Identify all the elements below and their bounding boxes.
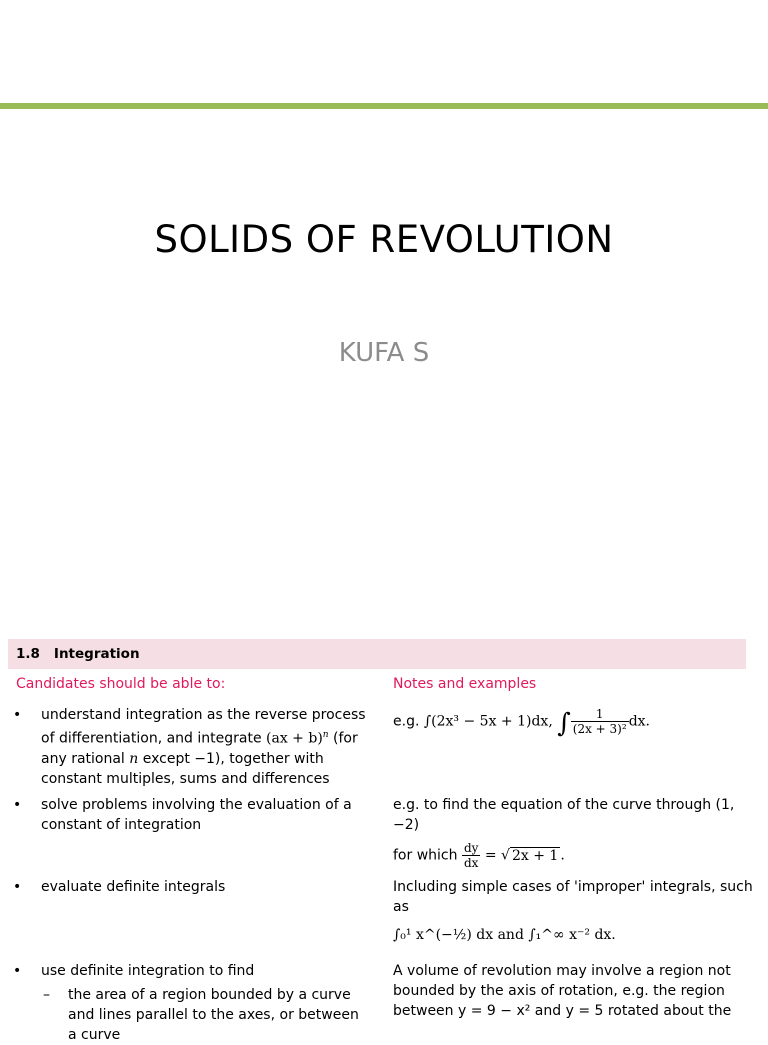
math-expression: (ax + b) xyxy=(266,730,323,747)
item-note: e.g. ∫(2x³ − 5x + 1)dx, ∫ $\frac{1}{\text{(2x + 3)²}}$ dx. xyxy=(393,707,650,739)
integral-sign: ∫ xyxy=(557,708,571,739)
derivative-fraction: $\frac{dy}{dx}$ xyxy=(463,841,479,870)
integral-expression: ∫(2x³ − 5x + 1)dx, xyxy=(423,713,553,730)
accent-rule xyxy=(0,103,768,109)
item-text: evaluate definite integrals xyxy=(41,879,226,895)
syllabus-excerpt xyxy=(8,639,753,1043)
sub-item-text: the area of a region bounded by a curve and lines parallel to the axes, or between a curve xyxy=(68,987,359,1043)
column-headings xyxy=(8,669,746,705)
syllabus-item xyxy=(8,705,746,795)
item-text: solve problems involving the evaluation of a constant of integration xyxy=(41,797,352,833)
section-header xyxy=(8,639,746,669)
item-note: e.g. to find the equation of the curve through (1, −2) for which $\frac{dy}{dx}$ = √ 2x + 1 . xyxy=(393,797,735,870)
bullet-point: • xyxy=(13,879,22,895)
improper-integrals: ∫₀¹ x^(−½) dx and ∫₁^∞ x⁻² dx. xyxy=(393,927,616,943)
slide-subtitle: KUFA S xyxy=(338,338,430,368)
section-number: 1.8 xyxy=(16,646,40,662)
bullet-point: • xyxy=(13,963,22,979)
item-note: Including simple cases of 'improper' integrals, such as ∫₀¹ x^(−½) dx and ∫₁^∞ x⁻² dx. xyxy=(393,879,753,943)
fraction: $\frac{1}{\text{(2x + 3)²}}$ xyxy=(572,707,627,736)
bullet-point: • xyxy=(13,797,22,813)
slide-title: SOLIDS OF REVOLUTION xyxy=(154,218,614,261)
section-title: Integration xyxy=(53,646,140,662)
syllabus-item xyxy=(8,961,746,1041)
bullet-point: • xyxy=(13,707,22,723)
item-text: understand integration as the reverse process of differentiation, and integrate (ax + b)$^n$ (for any rational n except −1), together with constant multiples, sums and differences xyxy=(41,707,366,787)
syllabus-item xyxy=(8,877,753,961)
square-root: √ 2x + 1 xyxy=(501,847,559,864)
item-text: use definite integration to find xyxy=(41,963,255,979)
right-column-heading: Notes and examples xyxy=(393,676,537,692)
left-column-heading: Candidates should be able to: xyxy=(16,676,226,692)
item-note: A volume of revolution may involve a region not bounded by the axis of rotation, e.g. the region between y = 9 − x² and y = 5 rotated about the xyxy=(393,963,732,1019)
sub-bullet-dash: – xyxy=(43,987,50,1003)
syllabus-item xyxy=(8,795,746,877)
